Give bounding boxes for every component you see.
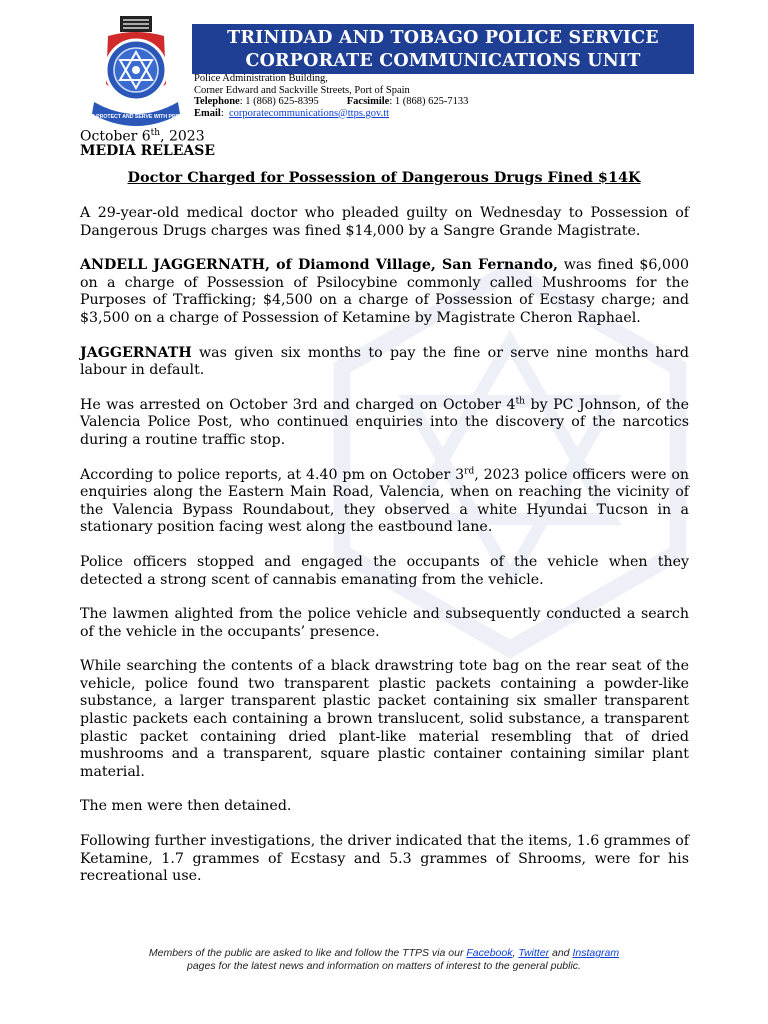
footer-line-2: pages for the latest news and information on matters of interest to the general public.: [187, 960, 581, 972]
email-label: Email: [194, 107, 221, 119]
paragraph: The lawmen alighted from the police vehicle and subsequently conducted a search of the vehicle in the occupants’ presence.: [80, 606, 689, 640]
release-body: [80, 205, 689, 886]
release-type: MEDIA RELEASE: [80, 143, 216, 159]
phone-fax-line: [194, 96, 694, 108]
paragraph-text: by PC Johnson, of the Valencia Police Post, who continued enquiries into the discovery of the narcotics during a routine traffic stop.: [80, 396, 689, 448]
twitter-link[interactable]: Twitter: [518, 947, 550, 959]
ordinal-suffix: th: [515, 396, 525, 407]
headline: [80, 168, 688, 188]
paragraph-text: , 2023 police officers were on enquiries along the Eastern Main Road, Valencia, when on reaching the vicinity of the Valencia Bypass Roundabout, they observed a white Hyundai Tucson in a stationary position facing west along the eastbound lane.: [80, 466, 689, 536]
email-separator: :: [220, 107, 224, 119]
email-link[interactable]: corporatecommunications@ttps.gov.tt: [229, 107, 390, 119]
paragraph-text: was fined $6,000 on a charge of Possession of Psilocybine commonly called Mushrooms for the Purposes of Trafficking; $4,500 on a charge of Possession of Ecstasy charge; and $3,500 on a charge of Possession of Ketamine by Magistrate Cheron Raphael.: [80, 257, 690, 326]
date-suffix: th: [150, 128, 161, 138]
footer-note: [80, 947, 688, 973]
email-line: [194, 108, 694, 120]
logo-motto: TO PROTECT AND SERVE WITH PRIDE: [87, 114, 185, 120]
headline-text: Doctor Charged for Possession of Dangerous Drugs Fined $14K: [127, 169, 641, 186]
ttps-crest-logo: [84, 14, 188, 138]
instagram-link[interactable]: Instagram: [572, 947, 620, 959]
ordinal-suffix: rd: [464, 465, 475, 476]
footer-separator: ,: [512, 947, 519, 959]
paragraph: [80, 257, 689, 327]
facsimile-value: : 1 (868) 625-7133: [389, 96, 469, 107]
address-block: [194, 73, 694, 119]
paragraph: Police officers stopped and engaged the occupants of the vehicle when they detected a strong scent of cannabis emanating from the vehicle.: [80, 553, 689, 588]
paragraph: [80, 397, 689, 450]
telephone-label: Telephone: [194, 96, 240, 107]
paragraph-text: According to police reports, at 4.40 pm on October 3: [80, 466, 465, 483]
paragraph: The men were then detained.: [80, 798, 292, 815]
accused-name: ANDELL JAGGERNATH, of Diamond Village, San Fernando,: [80, 257, 558, 274]
unit-name: CORPORATE COMMUNICATIONS UNIT: [245, 51, 641, 71]
paragraph-text: He was arrested on October 3rd and charged on October 4: [80, 396, 516, 413]
telephone-value: : 1 (868) 625-8395: [239, 96, 319, 107]
organization-banner: [192, 24, 694, 74]
footer-line-1: [80, 947, 688, 960]
date-year: , 2023: [160, 128, 205, 145]
paragraph: [80, 467, 689, 537]
paragraph: [80, 345, 689, 380]
organization-name: TRINIDAD AND TOBAGO POLICE SERVICE: [227, 28, 659, 48]
facsimile-label: Facsimile: [346, 96, 390, 107]
footer-text: Members of the public are asked to like and follow the TTPS via our: [148, 947, 467, 959]
address-line: Police Administration Building,: [194, 73, 328, 84]
paragraph: While searching the contents of a black drawstring tote bag on the rear seat of the vehicle, police found two transparent plastic packets containing a powder-like substance, a larger transparent plastic packet containing six smaller transparent plastic packets each containing a brown translucent, solid substance, a transparent plastic packet containing dried plant-like material resembling that of dried mushrooms and a transparent, square plastic container containing similar plant material.: [80, 658, 689, 780]
address-line: Corner Edward and Sackville Streets, Port of Spain: [194, 84, 410, 96]
paragraph-text: was given six months to pay the fine or serve nine months hard labour in default.: [80, 344, 689, 379]
facebook-link[interactable]: Facebook: [466, 947, 513, 959]
paragraph: A 29-year-old medical doctor who pleaded guilty on Wednesday to Possession of Dangerous Drugs charges was fined $14,000 by a Sangre Grande Magistrate.: [80, 205, 689, 239]
paragraph: Following further investigations, the driver indicated that the items, 1.6 grammes of Ketamine, 1.7 grammes of Ecstasy and 5.3 grammes of Shrooms, were for his recreational use.: [80, 833, 689, 885]
footer-conjunction: and: [549, 947, 573, 959]
accused-surname: JAGGERNATH: [80, 344, 192, 361]
date-text: October 6: [80, 128, 151, 145]
